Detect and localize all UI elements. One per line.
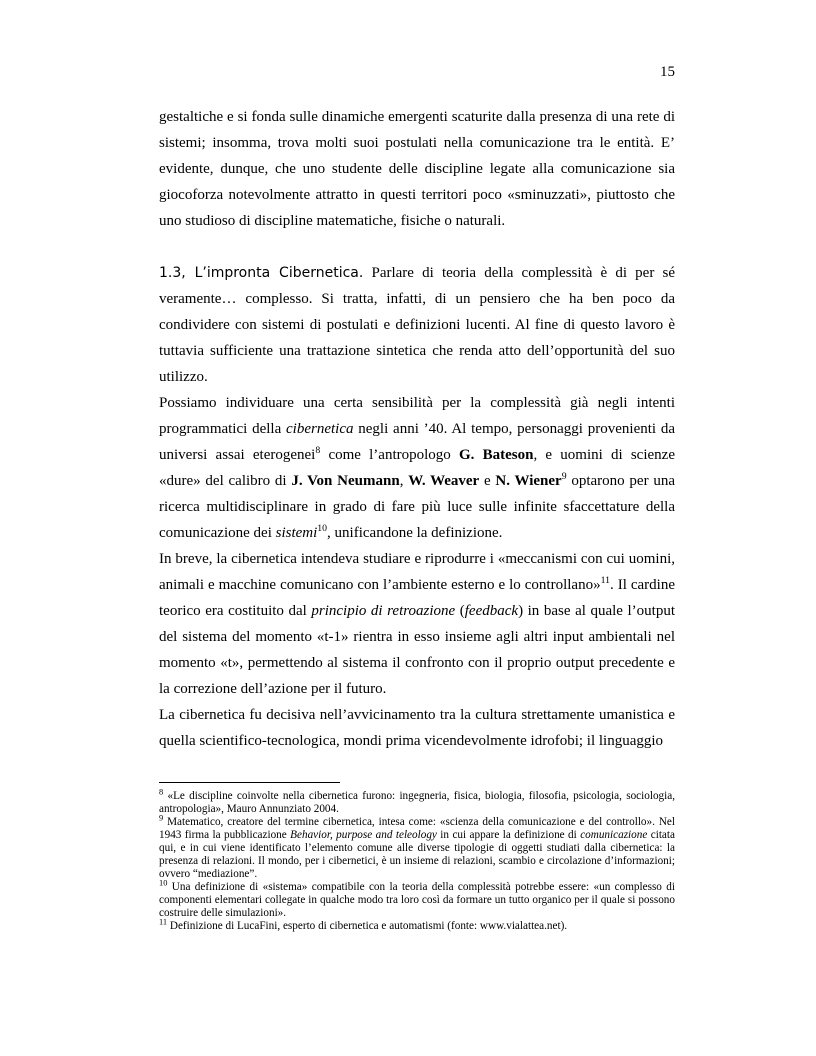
- italic-term-cibernetica: cibernetica: [286, 421, 354, 437]
- text-run: , unificandone la definizione.: [327, 525, 503, 541]
- text-run: negli anni ’40. Al tempo, personaggi provenienti da universi assai eterogenei: [159, 421, 676, 463]
- text-run: ,: [399, 473, 409, 489]
- footnote-number: 8: [159, 787, 164, 797]
- footnote-11: [159, 917, 675, 933]
- section-heading: 1.3, L’impronta Cibernetica.: [159, 265, 364, 281]
- name-bateson: G. Bateson: [458, 447, 534, 463]
- footnote-ref-10: 10: [317, 523, 328, 534]
- paragraph-culture: La cibernetica fu decisiva nell’avvicinamento tra la cultura strettamente umanistica e quella scientifico-tecnologica, mondi prima vicendevolmente idrofobi; il linguaggio: [159, 707, 675, 749]
- text-run: ) in base al quale l’output del sistema del momento «t-1» rientra in esso insieme agli altri input ambientali nel momento «t», permettendo al sistema il confronto con il proprio output precedente e la correzione dell’azione per il futuro.: [159, 603, 675, 697]
- text-run: (: [455, 603, 465, 619]
- footnote-number: 10: [159, 878, 168, 888]
- footnote-text: citata qui, e in cui viene identificato l’elemento comune alle diverse tipologie di oggetti studiati dalla cibernetica: la presenza di relazioni. Il mondo, per i cibernetici, è un insieme di relazioni, scambio e circolazione d’informazioni; ovvero “mediazione”.: [159, 829, 675, 880]
- section-intro-text: Parlare di teoria della complessità è di per sé veramente… complesso. Si tratta, infatti, di un pensiero che ha ben poco da condividere con sistemi di postulati e definizioni lucenti. Al fine di questo lavoro è tuttavia sufficiente una trattazione sintetica che renda atto dell’opportunità del suo utilizzo.: [159, 265, 675, 385]
- text-run: optarono per una ricerca multidisciplinare in grado di fare più luce sulle infinite sfaccettature della comunicazione dei: [159, 473, 675, 541]
- text-run: Possiamo individuare una certa sensibilità per la complessità già negli intenti programmatici della: [159, 395, 675, 437]
- footnote-text: «Le discipline coinvolte nella cibernetica furono: ingegneria, fisica, biologia, filosofia, psicologia, sociologia, antropologia», Mauro Annunziato 2004.: [159, 790, 675, 815]
- name-wiener: N. Wiener: [495, 473, 562, 489]
- footnote-number: 9: [159, 813, 164, 823]
- name-weaver: W. Weaver: [408, 473, 480, 489]
- text-run: e: [479, 473, 496, 489]
- name-von-neumann: J. Von Neumann: [291, 473, 400, 489]
- footnotes: [159, 787, 675, 933]
- text-run: , e uomini di scienze «dure» del calibro di: [159, 447, 675, 489]
- footnote-ref-11: 11: [600, 575, 610, 586]
- footnote-9: [159, 813, 675, 881]
- footnote-ref-8: 8: [315, 445, 321, 456]
- footnote-text: in cui appare la definizione di: [436, 829, 581, 841]
- footnote-number: 11: [159, 917, 168, 927]
- text-run: come l’antropologo: [320, 447, 459, 463]
- section-paragraph: [159, 260, 675, 390]
- page-number: 15: [660, 64, 675, 80]
- text-run: . Il cardine teorico era costituito dal: [159, 577, 675, 619]
- body-text: [159, 104, 675, 754]
- italic-term-sistemi: sistemi: [275, 525, 318, 541]
- footnote-separator: [159, 782, 340, 783]
- footnote-8: [159, 787, 675, 816]
- continuation-paragraph: gestaltiche e si fonda sulle dinamiche emergenti scaturite dalla presenza di una rete di sistemi; insomma, trova molti suoi postulati nella comunicazione tra le entità. E’ evidente, dunque, che uno studente delle discipline legate alla comunicazione sia giocoforza notevolmente attratto in questi territori poco «sminuzzati», piuttosto che uno studioso di discipline matematiche, fisiche o naturali.: [159, 109, 675, 229]
- footnote-text: Definizione di LucaFini, esperto di cibernetica e automatismi (fonte: www.vialattea.net).: [167, 920, 568, 932]
- footnote-text: Una definizione di «sistema» compatibile con la teoria della complessità potrebbe essere: «un complesso di componenti elementari collegate in qualche modo tra loro così da formare un tutto organico per il quale si possono costruire delle simulazioni».: [159, 881, 675, 919]
- italic-publication-title: Behavior, purpose and teleology: [290, 829, 437, 841]
- italic-term-comunicazione: comunicazione: [580, 829, 648, 841]
- footnote-ref-9: 9: [561, 471, 567, 482]
- paragraph-cybernetics-history: [159, 390, 675, 546]
- italic-term-principio: principio di retroazione: [311, 603, 456, 619]
- footnote-10: [159, 878, 675, 920]
- italic-term-feedback: feedback: [464, 603, 519, 619]
- paragraph-feedback: [159, 546, 675, 702]
- footnote-text: Matematico, creatore del termine cibernetica, intesa come: «scienza della comunicazione e del controllo». Nel 1943 firma la pubblicazione: [159, 816, 675, 841]
- text-run: In breve, la cibernetica intendeva studiare e riprodurre i «meccanismi con cui uomini, animali e macchine comunicano con l’ambiente esterno e lo controllano»: [159, 551, 675, 593]
